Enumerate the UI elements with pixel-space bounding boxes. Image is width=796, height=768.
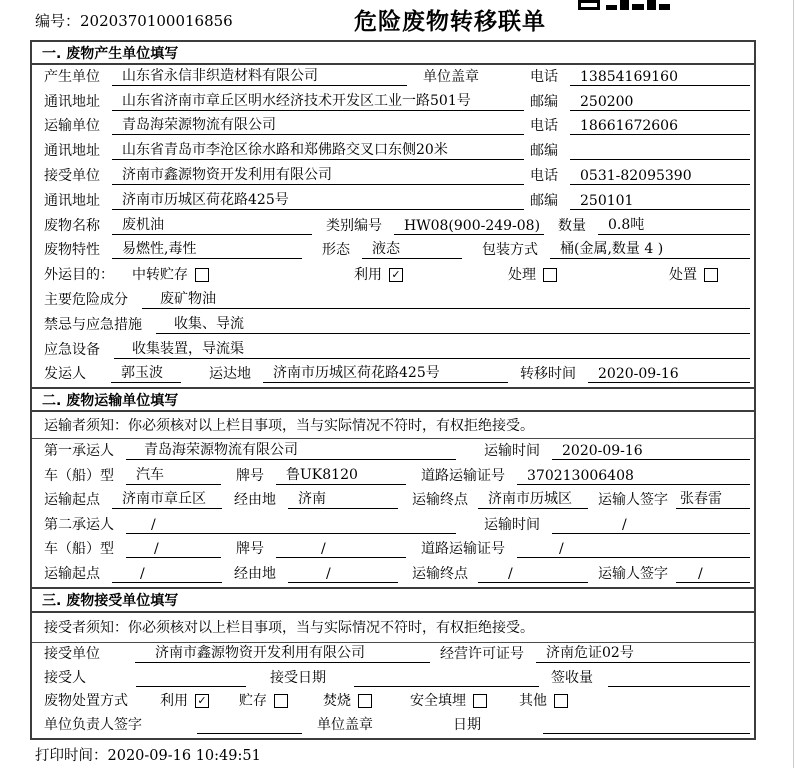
receiver-address-label: 通讯地址	[44, 192, 100, 209]
producer-label: 产生单位	[44, 68, 100, 85]
receiver-value: 济南市鑫源物资开发利用有限公司	[112, 164, 524, 185]
waste-character-label: 废物特性	[44, 242, 100, 259]
terminus1-value: 济南市历城区	[478, 488, 588, 509]
emergency-equipment-label: 应急设备	[44, 341, 100, 358]
category-code-value: HW08(900-249-08)	[394, 218, 544, 235]
carrier-sign1-value: 张春雷	[676, 488, 750, 509]
transfer-time-value: 2020-09-16	[588, 366, 750, 383]
receiver-phone-value: 0531-82095390	[570, 168, 750, 185]
section3-header: 三. 废物接受单位填写	[32, 587, 754, 613]
plate-no2-label: 牌号	[236, 541, 264, 558]
print-time: 打印时间：2020-09-16 10:49:51	[35, 748, 261, 764]
acceptor-label: 接受人	[44, 669, 86, 686]
dispatcher-label: 发运人	[44, 366, 86, 383]
row-accept-unit	[32, 643, 754, 667]
row-route-2	[32, 562, 754, 587]
accept-date-label: 接受日期	[270, 669, 326, 686]
disposal-landfill-label: 安全填埋	[410, 693, 466, 710]
plate-no2-value: /	[276, 541, 406, 558]
packing-value: 桶(金属,数量 4 )	[550, 238, 750, 259]
responsible-sign-value	[197, 717, 302, 734]
waste-character-value: 易燃性,毒性	[112, 238, 302, 259]
first-carrier-label: 第一承运人	[44, 442, 114, 459]
row-waste-character	[32, 239, 754, 264]
transporter-value: 青岛海荣源物流有限公司	[112, 114, 524, 135]
row-dispatch	[32, 363, 754, 388]
first-carrier-value: 青岛海荣源物流有限公司	[126, 439, 456, 460]
option-utilize-label: 利用	[354, 267, 382, 284]
row-disposal-method	[32, 691, 754, 715]
transporter-notice: 运输者须知：你必须核对以上栏目事项，当与实际情况不符时，有权拒绝接受。	[32, 412, 754, 439]
via2-value: /	[288, 566, 398, 583]
row-second-carrier	[32, 513, 754, 538]
row-receiver-address	[32, 189, 754, 214]
emergency-measures-label: 禁忌与应急措施	[44, 316, 142, 333]
responsible-sign-label: 单位负责人签字	[44, 717, 142, 734]
carrier-sign1-label: 运输人签字	[598, 492, 668, 509]
unit-seal-label: 单位盖章	[423, 68, 479, 85]
row-vehicle-2	[32, 538, 754, 563]
option-transit-storage-label: 中转贮存	[132, 267, 188, 284]
transporter-zip-label: 邮编	[530, 143, 558, 160]
page-right-edge	[793, 0, 794, 768]
row-waste-name	[32, 214, 754, 239]
quantity-label: 数量	[558, 217, 586, 234]
transporter-address-value: 山东省青岛市李沧区徐水路和郑佛路交叉口东侧20米	[112, 139, 524, 160]
disposal-other-label: 其他	[519, 693, 547, 710]
signed-quantity-value	[608, 670, 750, 687]
emergency-equipment-value: 收集装置，导流渠	[114, 338, 750, 359]
receiver-zip-value: 250101	[570, 193, 750, 210]
plate-no1-value: 鲁UK8120	[276, 464, 406, 485]
road-permit1-label: 道路运输证号	[421, 467, 505, 484]
checkbox-disposal-utilize: ✓	[195, 694, 209, 708]
terminus2-label: 运输终点	[412, 565, 468, 582]
terminus2-value: /	[478, 566, 588, 583]
transfer-form-table	[30, 40, 756, 740]
transport-time1-label: 运输时间	[484, 442, 540, 459]
carrier-sign2-label: 运输人签字	[598, 565, 668, 582]
physical-form-label: 形态	[322, 242, 350, 259]
producer-address-label: 通讯地址	[44, 93, 100, 110]
transfer-time-label: 转移时间	[520, 366, 576, 383]
waste-name-label: 废物名称	[44, 217, 100, 234]
row-transfer-purpose	[32, 263, 754, 288]
category-code-label: 类别编号	[326, 217, 382, 234]
row-transporter	[32, 115, 754, 140]
vehicle-type1-label: 车（船）型	[44, 467, 114, 484]
receiver-notice: 接受者须知：你必须核对以上栏目事项，当与实际情况不符时，有权拒绝接受。	[32, 613, 754, 643]
row-emergency-measures	[32, 313, 754, 338]
via1-label: 经由地	[234, 492, 276, 509]
accept-date-value	[354, 670, 539, 687]
checkbox-disposal-store	[274, 694, 288, 708]
license-no-value: 济南危证02号	[536, 642, 750, 663]
carrier-sign2-value: /	[676, 566, 750, 583]
terminus1-label: 运输终点	[412, 492, 468, 509]
physical-form-value: 液态	[362, 238, 462, 259]
producer-phone-value: 13854169160	[570, 69, 750, 86]
page-title: 危险废物转移联单	[354, 9, 546, 35]
row-receiver	[32, 164, 754, 189]
qr-code-icon	[578, 0, 670, 10]
checkbox-disposal-other	[554, 694, 568, 708]
row-hazard-component	[32, 288, 754, 313]
checkbox-disposal-incinerate	[358, 694, 372, 708]
origin1-label: 运输起点	[44, 492, 100, 509]
form-number	[35, 10, 233, 31]
road-permit2-label: 道路运输证号	[421, 541, 505, 558]
receiver-zip-label: 邮编	[530, 192, 558, 209]
via1-value: 济南	[288, 488, 398, 509]
row-emergency-equipment	[32, 338, 754, 363]
plate-no1-label: 牌号	[236, 467, 264, 484]
disposal-incinerate-label: 焚烧	[323, 693, 351, 710]
producer-zip-label: 邮编	[530, 93, 558, 110]
via2-label: 经由地	[234, 565, 276, 582]
checkbox-dispose	[704, 268, 718, 282]
section2-header: 二. 废物运输单位填写	[32, 387, 754, 412]
form-number-label: 编号：	[35, 12, 81, 30]
hazard-component-label: 主要危险成分	[44, 291, 128, 308]
transporter-zip-value	[570, 143, 750, 160]
receiver-address-value: 济南市历城区荷花路425号	[112, 189, 524, 210]
checkbox-disposal-landfill	[473, 694, 487, 708]
origin2-value: /	[112, 566, 222, 583]
license-no-label: 经营许可证号	[440, 645, 524, 662]
checkbox-treat	[543, 268, 557, 282]
second-carrier-label: 第二承运人	[44, 516, 114, 533]
transporter-label: 运输单位	[44, 118, 100, 135]
row-signatures	[32, 714, 754, 738]
row-vehicle-1	[32, 464, 754, 489]
road-permit1-value: 370213006408	[517, 468, 750, 485]
packing-label: 包装方式	[482, 242, 538, 259]
row-route-1	[32, 489, 754, 514]
vehicle-type1-value: 汽车	[126, 464, 221, 485]
receiver-seal-label: 单位盖章	[317, 717, 373, 734]
row-producer	[32, 65, 754, 90]
quantity-value: 0.8吨	[598, 214, 750, 235]
form-number-value: 2020370100016856	[80, 12, 233, 30]
signed-quantity-label: 签收量	[551, 669, 593, 686]
checkbox-transit-storage	[195, 268, 209, 282]
origin2-label: 运输起点	[44, 565, 100, 582]
emergency-measures-value: 收集、导流	[156, 313, 750, 334]
hazard-component-value: 废矿物油	[142, 288, 750, 309]
date-value	[543, 717, 750, 734]
waste-name-value: 废机油	[112, 214, 312, 235]
receiver-phone-label: 电话	[530, 167, 558, 184]
option-treat-label: 处理	[508, 267, 536, 284]
date-label: 日期	[453, 717, 481, 734]
second-carrier-value: /	[126, 517, 456, 534]
producer-zip-value: 250200	[570, 94, 750, 111]
transport-time2-value: /	[552, 517, 750, 534]
producer-address-value: 山东省济南市章丘区明水经济技术开发区工业一路501号	[112, 90, 524, 111]
transporter-address-label: 通讯地址	[44, 143, 100, 160]
section1-header: 一. 废物产生单位填写	[32, 42, 754, 65]
option-dispose-label: 处置	[669, 267, 697, 284]
receiver-label: 接受单位	[44, 167, 100, 184]
vehicle-type2-label: 车（船）型	[44, 541, 114, 558]
destination-value: 济南市历城区荷花路425号	[263, 362, 508, 383]
destination-label: 运达地	[209, 366, 251, 383]
row-producer-address	[32, 90, 754, 115]
disposal-store-label: 贮存	[239, 693, 267, 710]
accept-unit-value: 济南市鑫源物资开发利用有限公司	[135, 642, 430, 663]
disposal-method-label: 废物处置方式	[44, 693, 128, 710]
row-transporter-address	[32, 139, 754, 164]
accept-unit-label: 接受单位	[44, 645, 100, 662]
transport-time1-value: 2020-09-16	[552, 443, 750, 460]
transport-time2-label: 运输时间	[484, 516, 540, 533]
acceptor-value	[136, 670, 246, 687]
transporter-phone-label: 电话	[530, 118, 558, 135]
vehicle-type2-value: /	[126, 541, 221, 558]
producer-phone-label: 电话	[530, 68, 558, 85]
producer-value: 山东省永信非织造材料有限公司	[112, 65, 407, 86]
dispatcher-value: 郭玉波	[111, 362, 181, 383]
disposal-utilize-label: 利用	[160, 693, 188, 710]
checkbox-utilize: ✓	[389, 268, 403, 282]
transfer-purpose-label: 外运目的：	[44, 267, 114, 284]
road-permit2-value: /	[517, 541, 750, 558]
row-acceptor	[32, 667, 754, 691]
row-first-carrier	[32, 439, 754, 464]
transporter-phone-value: 18661672606	[570, 118, 750, 135]
origin1-value: 济南市章丘区	[112, 488, 222, 509]
